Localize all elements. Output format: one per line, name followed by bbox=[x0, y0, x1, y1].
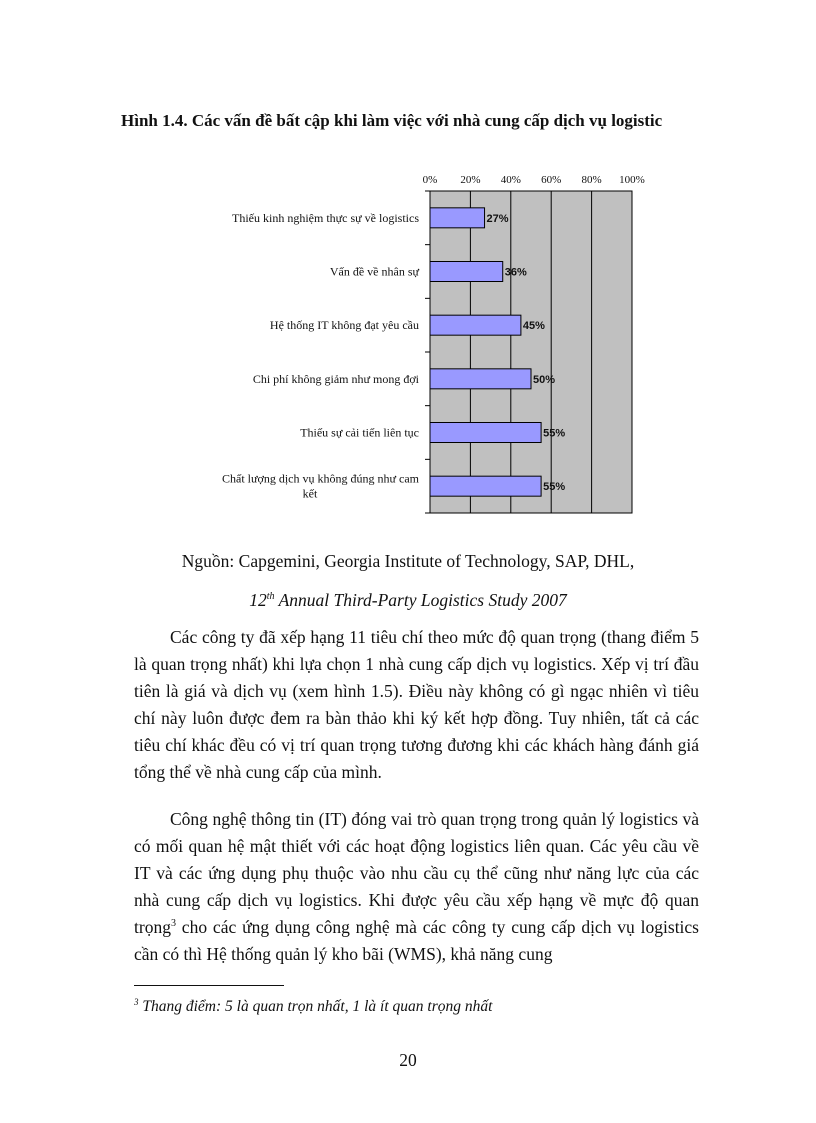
source-edition-suffix: th bbox=[266, 591, 275, 603]
x-tick-label: 100% bbox=[619, 174, 645, 186]
plot-area bbox=[430, 191, 632, 513]
paragraph-2-text-a: Công nghệ thông tin (IT) đóng vai trò quan trọng trong quản lý logistics và có mối quan hệ mật thiết với các hoạt động logistics liên quan. Các yêu cầu về IT và các ứng dụng phụ thuộc vào nhu cầu cụ thể cũng như năng lực của các nhà cung cấp dịch vụ logistics. Khi được yêu cầu xếp hạng về mực độ quan trọng bbox=[134, 809, 699, 937]
x-tick-label: 40% bbox=[500, 174, 521, 186]
bar-value-label: 55% bbox=[543, 481, 566, 494]
bar-value-label: 50% bbox=[533, 373, 556, 386]
body-paragraph-1: Các công ty đã xếp hạng 11 tiêu chí theo mức độ quan trọng (thang điểm 5 là quan trọng nhất) khi lựa chọn 1 nhà cung cấp dịch vụ logistics. Xếp vị trí đầu tiên là giá và dịch vụ (xem hình 1.5). Điều này không có gì ngạc nhiên vì tiêu chí này luôn được đem ra bàn thảo khi ký kết hợp đồng. Tuy nhiên, tất cả các tiêu chí khác đều có vị trí quan trọng tương đương khi các khách hàng đánh giá tổng thể về nhà cung cấp của mình. bbox=[134, 627, 699, 782]
footnote-divider bbox=[134, 985, 284, 986]
source-line-2 bbox=[0, 590, 816, 611]
x-tick-label: 20% bbox=[460, 174, 481, 186]
bar-value-label: 27% bbox=[486, 212, 509, 225]
bar bbox=[430, 369, 531, 389]
category-label: Chất lượng dịch vụ không đúng như cam bbox=[222, 471, 419, 486]
footnote-reference[interactable]: 3 bbox=[170, 918, 176, 930]
bar-value-label: 55% bbox=[543, 427, 566, 440]
category-label: Thiếu kinh nghiệm thực sự về logistics bbox=[232, 210, 419, 225]
footnote-number: 3 bbox=[134, 997, 139, 1007]
x-tick-label: 0% bbox=[422, 174, 438, 186]
footnote bbox=[134, 997, 492, 1016]
category-label: Hệ thống IT không đạt yêu cầu bbox=[269, 318, 419, 333]
source-edition: 12 bbox=[249, 590, 267, 610]
page-number: 20 bbox=[399, 1050, 417, 1070]
bar bbox=[430, 476, 541, 496]
paragraph-2-text-b: cho các ứng dụng công nghệ mà các công ty cung cấp dịch vụ logistics cần có thì Hệ thống quản lý kho bãi (WMS), khả năng cung bbox=[134, 917, 699, 964]
category-label: kết bbox=[302, 486, 318, 501]
bar bbox=[430, 423, 541, 443]
bar bbox=[430, 315, 521, 335]
bar bbox=[430, 262, 503, 282]
category-label: Vấn đề về nhân sự bbox=[329, 264, 419, 279]
x-tick-label: 60% bbox=[541, 174, 562, 186]
bar-value-label: 36% bbox=[504, 266, 527, 279]
bar-chart bbox=[0, 0, 816, 545]
bar-value-label: 45% bbox=[522, 320, 545, 333]
x-tick-label: 80% bbox=[581, 174, 602, 186]
source-study-name: Annual Third-Party Logistics Study 2007 bbox=[274, 590, 567, 610]
body-paragraph-2 bbox=[134, 806, 699, 968]
source-line-1: Nguồn: Capgemini, Georgia Institute of Technology, SAP, DHL, bbox=[181, 551, 635, 571]
figure-title: Hình 1.4. Các vấn đề bất cập khi làm việc với nhà cung cấp dịch vụ logistic bbox=[121, 111, 663, 130]
bar bbox=[430, 208, 485, 228]
footnote-text: Thang điểm: 5 là quan trọn nhất, 1 là ít quan trọng nhất bbox=[138, 998, 493, 1016]
category-label: Thiếu sự cải tiến liên tục bbox=[300, 425, 419, 440]
category-label: Chi phí không giảm như mong đợi bbox=[252, 371, 419, 386]
